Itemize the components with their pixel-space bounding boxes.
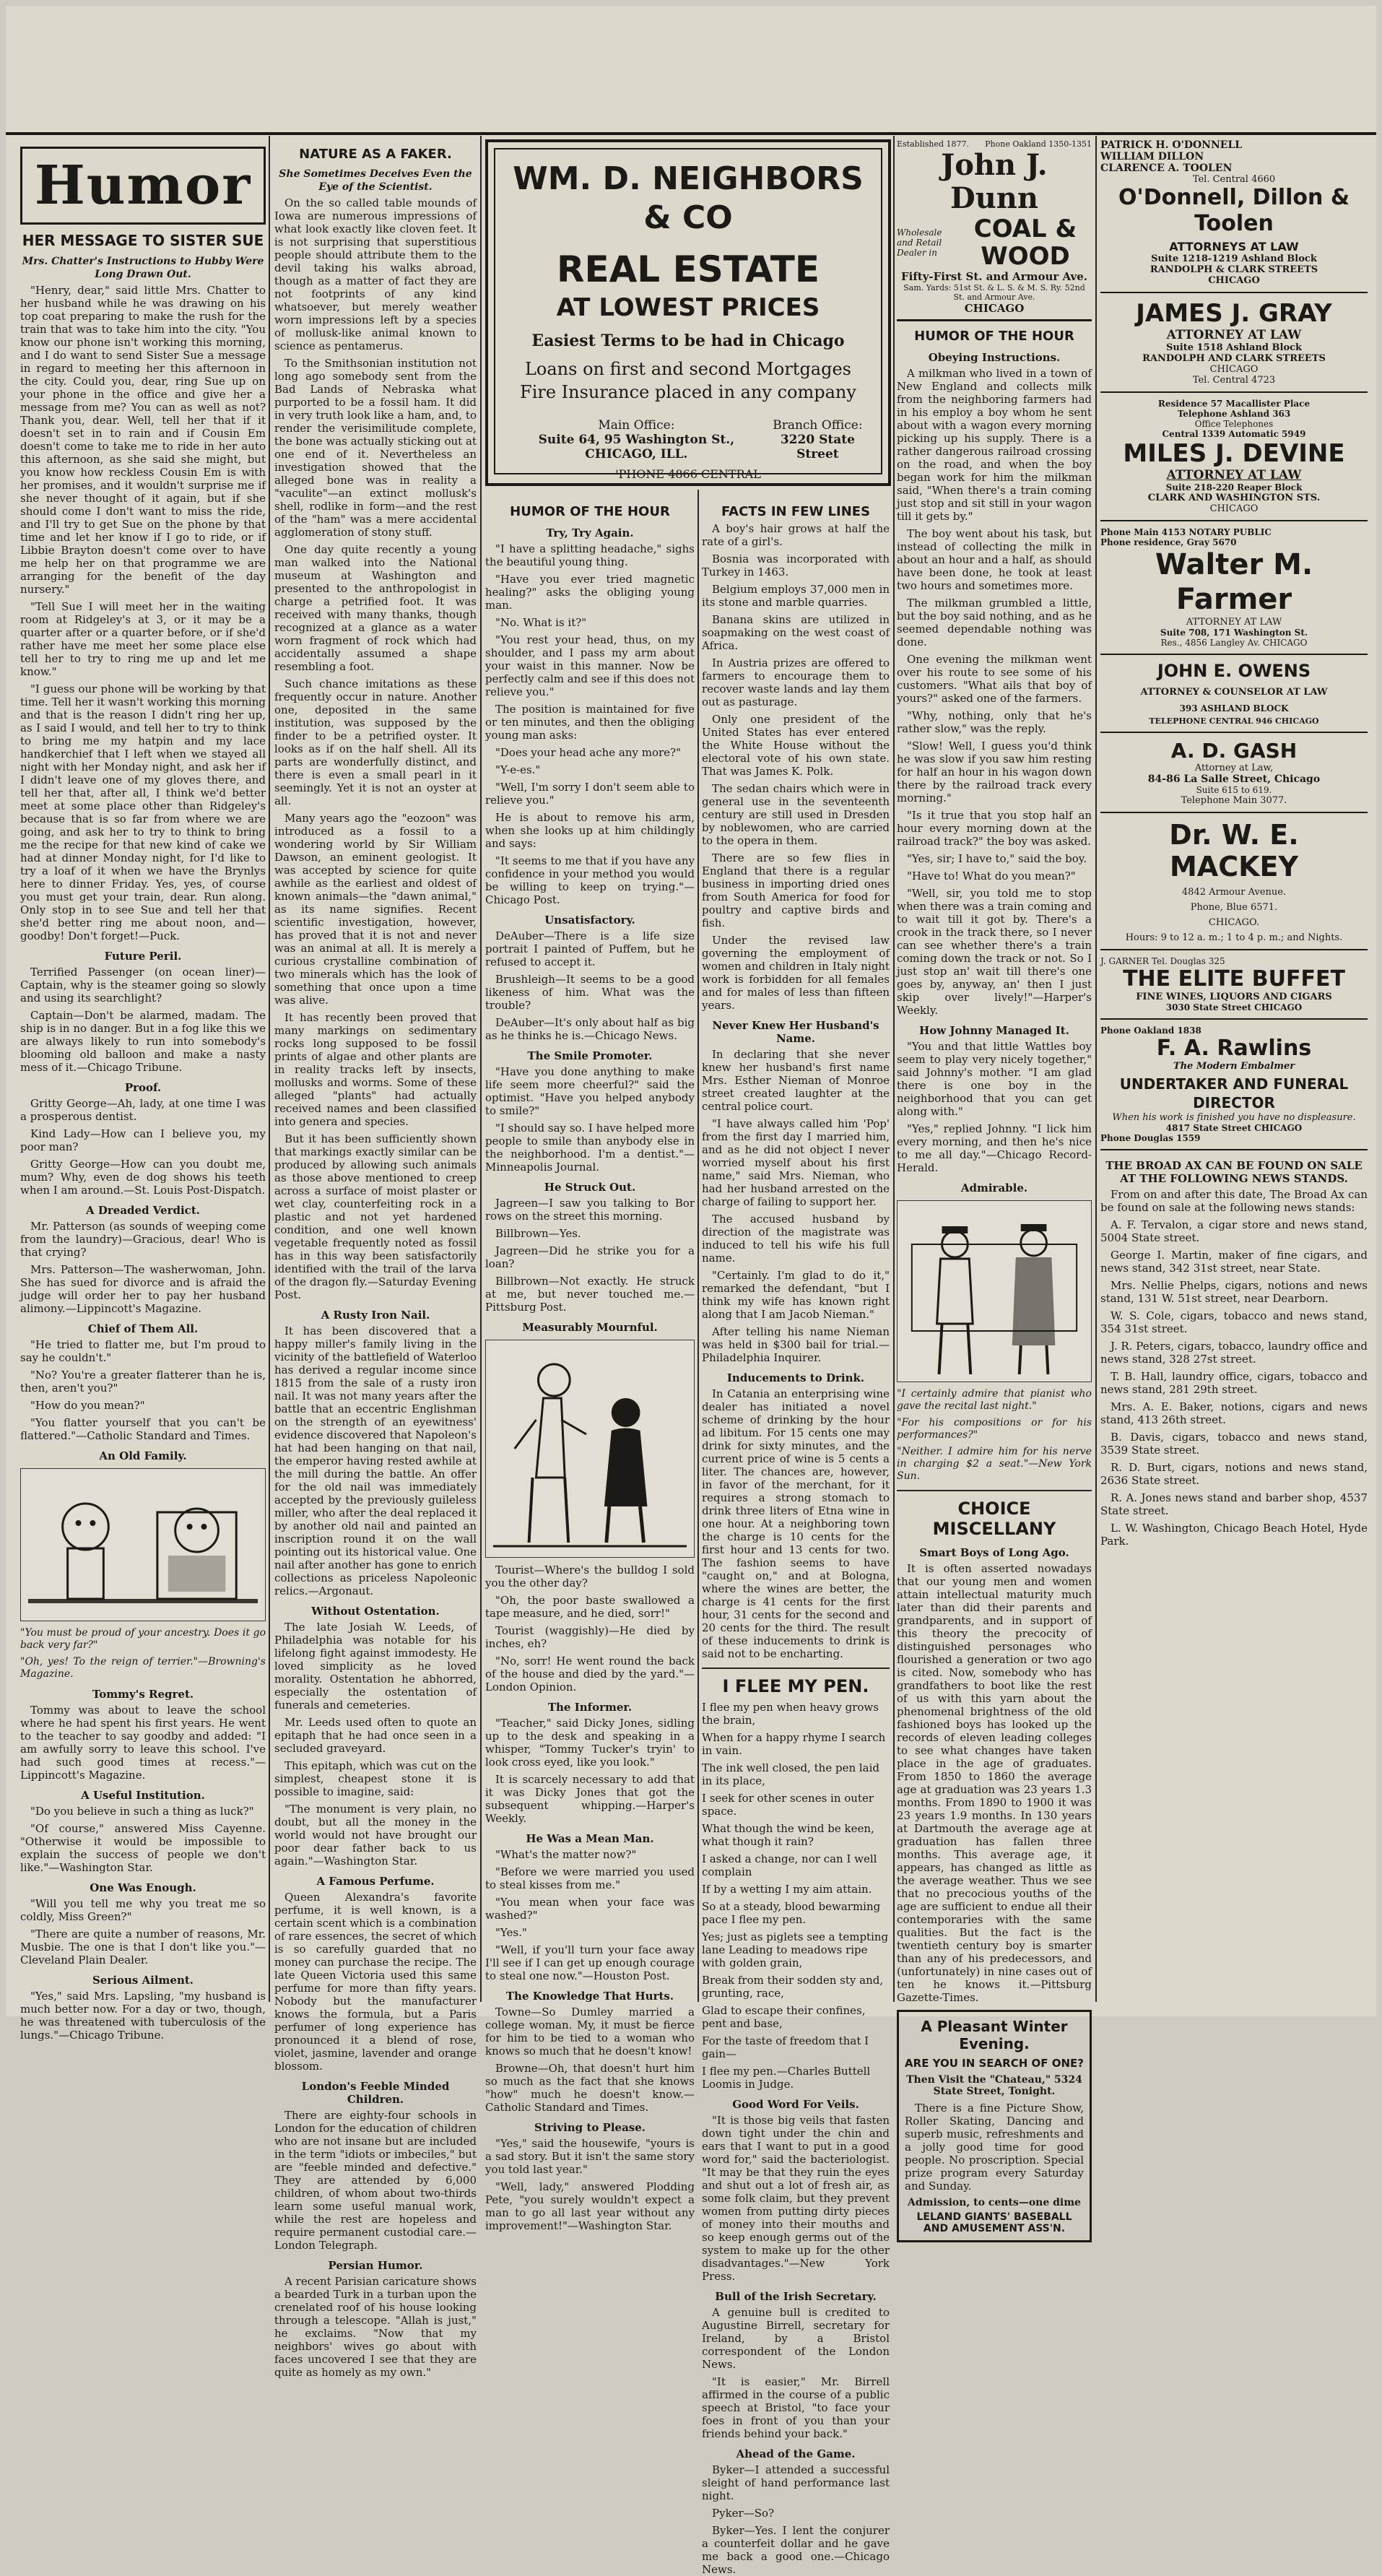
article-paragraph: There are eighty-four schools in London for the education of children who are not insane but are included in the term "idiots or imbeciles," but are "feeble minded and defective." They are attended by 6,000 children, of whom about two-thirds learn some useful manual work, while the rest are hopeless and require permanent custodial care.—London Telegraph. xyxy=(274,2109,477,2252)
article-paragraph: DeAuber—It's only about half as big as he thinks he is.—Chicago News. xyxy=(485,1016,695,1042)
ad-profession: ATTORNEY & COUNSELOR AT LAW xyxy=(1140,687,1328,698)
ad-attorney-name: JAMES J. GRAY xyxy=(1136,299,1332,328)
section-heading: CHOICE MISCELLANY xyxy=(932,1499,1056,1539)
poem-line: What though the wind be keen, what though it rain? xyxy=(702,1822,874,1848)
news-stand-entry: Mrs. Nellie Phelps, cigars, notions and news stand, 131 W. 51st street, near Dearborn. xyxy=(1100,1279,1368,1305)
poem-line: I asked a change, nor can I well complain xyxy=(702,1852,877,1878)
article-paragraph: It has recently been proved that many markings on sedimentary rocks long supposed to be fossil prints of algae and other plants are in reality tracks left by insects, mollusks and worms. Some of these alleged "plants" had actually received names and been classified into genera and species. xyxy=(274,1011,477,1128)
article-heading: Chief of Them All. xyxy=(87,1322,199,1335)
article-paragraph: "Is it true that you stop half an hour every morning down at the railroad track?" the boy was asked. xyxy=(897,809,1092,848)
top-rule xyxy=(6,132,1376,135)
article-heading: Bull of the Irish Secretary. xyxy=(715,2290,877,2303)
article-paragraph: "Well, if you'll turn your face away I'll see if I can get up enough courage to steal one now."—Houston Post. xyxy=(485,1943,695,1982)
article-paragraph: The sedan chairs which were in general use in the seventeenth century are still used in Dresden by noblewomen, who are carried to the opera in them. xyxy=(702,782,890,847)
ad-branch-office-address: 3220 State Street xyxy=(780,433,855,461)
ad-address: RANDOLPH & CLARK STREETS xyxy=(1150,264,1318,275)
ad-proprietor: J. GARNER Tel. Douglas 325 xyxy=(1100,956,1225,966)
ad-city: CHICAGO. xyxy=(1208,917,1260,928)
article-paragraph: "Well, I'm sorry I don't seem able to relieve you." xyxy=(485,781,695,807)
article-heading: A Rusty Iron Nail. xyxy=(321,1309,430,1322)
article-paragraph: "Have you done anything to make life seem more cheerful?" said the optimist. "Have you helped anybody to smile?" xyxy=(485,1065,695,1117)
ad-headline: A Pleasant Winter Evening. xyxy=(921,2018,1068,2052)
article-paragraph: In Catania an enterprising wine dealer has initiated a novel scheme of drinking by the hour ad libitum. For 15 cents one may drink for sixty minutes, and the current price of wine is 5 cents a liter. The chances are, however, in favor of the merchant, for it requires a strong stomach to drink three liters of Etna wine in one hour. At a neighboring town the charge is 10 cents for the first hour and 13 cents for two. The fashion seems to have "caught on," and at Bologna, where the wines are better, the charge is 41 cents for the first hour, 31 cents for the second and 20 cents for the third. The result of these inducements to drink is said not to be encharting. xyxy=(702,1387,890,1660)
article-paragraph: The position is maintained for five or ten minutes, and then the obliging young man asks: xyxy=(485,703,695,742)
article-paragraph: "Yes." xyxy=(495,1926,527,1939)
article-paragraph: "Before we were married you used to steal kisses from me." xyxy=(485,1865,695,1891)
article-heading: Persian Humor. xyxy=(328,2259,423,2272)
ad-coal-wood: COAL & WOOD xyxy=(973,214,1077,271)
article-paragraph: In Austria prizes are offered to farmers to encourage them to recover waste lands and lay them out as pasturage. xyxy=(702,656,890,708)
ad-loans: Loans on first and second Mortgages xyxy=(524,359,851,379)
article-paragraph: Mr. Leeds used often to quote an epitaph that he had once seen in a secluded graveyard. xyxy=(274,1716,477,1755)
article-paragraph: Such chance imitations as these frequently occur in nature. Another one, deposited in the same institution, was supposed by the finder to be a petrified oyster. It looks as if on the half shell. All its parts are wonderfully distinct, and there is even a small pearl in it seemingly. Yet it is not an oyster at all. xyxy=(274,677,477,807)
poem-line: For the taste of freedom that I gain— xyxy=(702,2034,869,2060)
article-paragraph: "There are quite a number of reasons, Mr. Musbie. The one is that I don't like you."—Cleveland Plain Dealer. xyxy=(20,1927,266,1966)
column-humor-of-hour xyxy=(485,497,695,2232)
news-stand-entry: L. W. Washington, Chicago Beach Hotel, Hyde Park. xyxy=(1100,1522,1368,1548)
ad-phone: Phone Oakland 1838 xyxy=(1100,1025,1201,1036)
ad-attorney-name: A. D. GASH xyxy=(1170,739,1298,763)
cartoon-caption: "Oh, yes! To the reign of terrier."—Browning's Magazine. xyxy=(20,1656,266,1680)
ad-address: 4842 Armour Avenue. xyxy=(1181,887,1287,898)
article-heading: Future Peril. xyxy=(104,950,182,963)
ad-address: 3030 State Street CHICAGO xyxy=(1165,1002,1303,1012)
law-firm-advertisement xyxy=(1100,139,1368,293)
section-heading: FACTS IN FEW LINES xyxy=(721,504,871,519)
poem-line: Break from their sodden sty and, grunting, race, xyxy=(702,1974,884,2000)
article-heading: Proof. xyxy=(124,1081,162,1094)
article-paragraph: "Slow! Well, I guess you'd think he was slow if you saw him resting for half an hour in his wagon down there by the railroad track every morning." xyxy=(897,740,1092,805)
column-nature xyxy=(274,139,477,2379)
ad-business-name: F. A. Rawlins xyxy=(1156,1036,1312,1061)
ad-residence: Residence 57 Macallister Place xyxy=(1157,399,1311,409)
article-paragraph: The milkman grumbled a little, but the boy said nothing, and as he seemed dependable nothing was done. xyxy=(897,597,1092,649)
article-paragraph: It has been discovered that a happy miller's family living in the vicinity of the battlefield of Waterloo has derived a regular income since 1815 from the sale of a rusty iron nail. It was not many years after the battle that an eccentric Englishman on the strength of an eyewitness' evidence discovered that Napoleon's hat had been hanging on that nail, the emperor having rested awhile at the mill during the battle. An offer for the old nail was immediately accepted by the previously guileless miller, who after the deal replaced it by another old nail and painted an inscription round it on the wall pointing out its historical value. One nail after another has gone to enrich collections as priceless Napoleonic relics.—Argonaut. xyxy=(274,1324,477,1597)
article-subheading: She Sometimes Deceives Even the Eye of the Scientist. xyxy=(279,168,472,193)
ad-address: Suite 218-220 Reaper Block xyxy=(1165,482,1303,493)
ad-phone: Tel. Central 4723 xyxy=(1192,375,1276,386)
article-paragraph: It is often asserted nowadays that our young men and women attain intellectual maturity much later than did their parents and grandparents, and in support of this theory the precocity of distinguished personages who flourished a generation or two ago is cited. Now, somebody who has grandfathers to boot like the rest of us with this yarn about the phenomenal brightness of the old fashioned boys has looked up the records of eleven leading colleges to see what changes have taken place in the age of graduates. From 1850 to 1860 the average age at graduation was 23 years 1.3 months. From 1890 to 1900 it was 23 years 1.9 months. In 130 years at Dartmouth the average age at graduation has fallen three months. This average age, it appears, has changed as little as the average weather. Thus we see that no precocious youths of the age are sufficient to endue all their contemporaries with the same qualities. But the fact is the twentieth century boy is smarter than any of his predecessors, and (unfortunately) in nine cases out of ten he knows it.—Pittsburg Gazette-Times. xyxy=(897,1562,1092,2004)
article-paragraph: On the so called table mounds of Iowa are numerous impressions of what look exactly like cloven feet. It is not surprising that superstitious people should attribute them to the devil taking his walks abroad, though as a matter of fact they are not footprints of any kind whatsoever, but merely weather worn impressions left by a species of mollusk-like animal known to science as pentamerus. xyxy=(274,196,477,352)
ad-profession: ATTORNEYS AT LAW xyxy=(1169,240,1299,253)
article-paragraph: One day quite recently a young man walked into the National museum at Washington and presented to the anthropologist in charge a petrified foot. It was received with many thanks, though recognized at a glance as a water worn fragment of rock which had accidentally assumed a shape resembling a foot. xyxy=(274,543,477,673)
article-paragraph: "No, sorr! He went round the back of the house and died by the yard."—London Opinion. xyxy=(485,1655,695,1694)
article-heading: Unsatisfactory. xyxy=(544,914,635,927)
article-paragraph: But it has been sufficiently shown that markings exactly similar can be produced by allowing such animals as those above mentioned to creep across a surface of moist plaster or wet clay, counterfeiting rock in a plastic and not yet hardened condition, and one well known vegetable frequently noted as fossil has in this way been satisfactorily identified with the trail of the larva of the dragon fly.—Saturday Evening Post. xyxy=(274,1132,477,1301)
cartoon-caption: "I certainly admire that pianist who gave the recital last night." xyxy=(897,1388,1092,1412)
article-heading: HER MESSAGE TO SISTER SUE xyxy=(22,232,264,249)
ad-phone: Tel. Central 4660 xyxy=(1192,174,1276,185)
column-rule xyxy=(1095,136,1097,2002)
article-paragraph: The late Josiah W. Leeds, of Philadelphia was notable for his lifelong fight against immodesty. He loved simplicity as he loved morality. Ostentation he abhorred, especially the ostentation of funerals and cemeteries. xyxy=(274,1621,477,1712)
article-heading: Serious Ailment. xyxy=(92,1974,194,1987)
cartoon-caption: "Neither. I admire him for his nerve in charging $2 a seat."—New York Sun. xyxy=(897,1446,1092,1482)
ad-insurance: Fire Insurance placed in any company xyxy=(520,382,856,402)
ad-address: 4817 State Street CHICAGO xyxy=(1165,1123,1303,1133)
article-paragraph: "Have to! What do you mean?" xyxy=(907,869,1076,882)
article-heading: A Useful Institution. xyxy=(81,1789,205,1802)
news-stand-entry: R. D. Burt, cigars, notions and news stand, 2636 State street. xyxy=(1100,1461,1368,1487)
article-heading: One Was Enough. xyxy=(90,1881,196,1894)
article-paragraph: This epitaph, which was cut on the simplest, cheapest stone it is possible to imagine, said: xyxy=(274,1759,477,1798)
news-stand-entry: A. F. Tervalon, a cigar store and news stand, 5004 State street. xyxy=(1100,1218,1368,1244)
article-heading: Good Word For Veils. xyxy=(732,2098,859,2111)
article-paragraph: "No. What is it?" xyxy=(495,616,587,629)
ad-company-name: WM. D. NEIGHBORS & CO xyxy=(513,160,864,236)
article-heading: A Famous Perfume. xyxy=(316,1875,435,1888)
divider xyxy=(897,1490,1092,1491)
cartoon-dogs-illustration xyxy=(20,1468,266,1621)
ad-city: CHICAGO xyxy=(964,302,1025,315)
ad-address: Suite 708, 171 Washington St. xyxy=(1160,628,1308,638)
article-heading: Striving to Please. xyxy=(534,2121,646,2134)
coal-dealer-advertisement xyxy=(897,139,1092,321)
ad-phone: TELEPHONE CENTRAL 946 CHICAGO xyxy=(1149,716,1319,726)
article-paragraph: A milkman who lived in a town of New England and collects milk from the neighboring farmers had in his employ a boy whom he sent about with a wagon every morning picking up his supply. There is a rather dangerous railroad crossing on the road, and when the boy began work for him the milkman said, "When there's a train coming just stop and sit still in your wagon till it gets by." xyxy=(897,367,1092,523)
article-heading: Admirable. xyxy=(960,1181,1028,1194)
article-paragraph: "Yes, sir; I have to," said the boy. xyxy=(907,852,1087,865)
ad-headline: REAL ESTATE xyxy=(556,248,820,290)
article-paragraph: The boy went about his task, but instead of collecting the milk in about an hour and a half, as should have been done, he took at least two hours and sometimes more. xyxy=(897,527,1092,592)
section-heading: HUMOR OF THE HOUR xyxy=(510,504,670,519)
article-paragraph: "Yes," said the housewife, "yours is a sad story. But it isn't the same story you told last year." xyxy=(485,2137,695,2176)
article-paragraph: "Certainly. I'm glad to do it," remarked the defendant, "but I think my wife has known right along that I am Jacob Nieman." xyxy=(702,1269,890,1321)
ad-address: CLARK AND WASHINGTON STS. xyxy=(1147,493,1321,503)
article-paragraph: Banana skins are utilized in soapmaking on the west coast of Africa. xyxy=(702,613,890,652)
article-heading: NATURE AS A FAKER. xyxy=(299,147,452,162)
article-paragraph: "Yes," said Mrs. Lapsling, "my husband is much better now. For a day or two, though, he was threatened with tuberculosis of the lungs."—Chicago Tribune. xyxy=(20,1990,266,2042)
ad-goods: FINE WINES, LIQUORS AND CIGARS xyxy=(1136,992,1332,1002)
article-heading: How Johnny Managed It. xyxy=(919,1024,1069,1037)
gray-advertisement xyxy=(1100,293,1368,393)
article-paragraph: Captain—Don't be alarmed, madam. The ship is in no danger. But in a fog like this we are always likely to run into somebody's blooming old balloon and make a nasty mess of it.—Chicago Tribune. xyxy=(20,1009,266,1074)
column-facts xyxy=(702,497,890,2576)
article-heading: Never Knew Her Husband's Name. xyxy=(712,1019,879,1045)
article-paragraph: "Henry, dear," said little Mrs. Chatter to her husband while he was drawing on his top coat preparing to make the rush for the train that was to take him into the city. "You know our phone isn't working this morning, and I do want to send Sister Sue a message in regard to meeting her this afternoon in the city. Could you, dear, ring Sue up on your phone in the office and give her a message from me? You can as well as not? Thank you, dear. Well, tell her that if it doesn't set in to rain and if Cousin Em doesn't come to take me to ride in her auto this afternoon, as she said she might, but you know how reckless Cousin Em is with her promises, and it wouldn't surprise me if she never thought of it again, but if she should come I don't want to miss the ride, and I'll try to get Sue on the phone by that time and let her know if I go to ride, or if Libbie Brayton doesn't come over to have me help her on that programme we are arranging for the benefit of the day nursery." xyxy=(20,284,266,596)
article-heading: Obeying Instructions. xyxy=(928,351,1061,364)
article-paragraph: From on and after this date, The Broad Ax can be found on sale at the following news stands: xyxy=(1100,1188,1368,1214)
ad-main-office-address: Suite 64, 95 Washington St., CHICAGO, ILL. xyxy=(538,433,735,461)
article-heading: He Was a Mean Man. xyxy=(526,1832,654,1845)
poem-line: I flee my pen when heavy grows the brain, xyxy=(702,1701,879,1727)
article-paragraph: Byker—Yes. I lent the conjurer a counterfeit dollar and he gave me back a good one.—Chicago News. xyxy=(702,2524,890,2576)
article-paragraph: "Do you believe in such a thing as luck?" xyxy=(30,1805,254,1818)
article-paragraph: Brushleigh—It seems to be a good likeness of him. What was the trouble? xyxy=(485,973,695,1012)
humor-heading: Humor xyxy=(20,147,266,225)
ad-established: Established 1877. xyxy=(897,139,969,149)
ad-dealer-name: John J. Dunn xyxy=(941,148,1048,215)
elite-buffet-advertisement xyxy=(1100,950,1368,1020)
article-paragraph: "Well, sir, you told me to stop when there was a train coming and to wait till it got by. There's a crook in the track there, so I never can see whether there's a train coming down the track or not. So I just stop an' wait till there's one goes by, anyway, an' then I just skip over lively!"—Harper's Weekly. xyxy=(897,887,1092,1017)
article-paragraph: A genuine bull is credited to Augustine Birrell, secretary for Ireland, by a Bristol correspondent of the London News. xyxy=(702,2306,890,2371)
article-paragraph: "How do you mean?" xyxy=(30,1399,145,1412)
article-paragraph: Kind Lady—How can I believe you, my poor man? xyxy=(20,1127,266,1153)
article-paragraph: Mrs. Patterson—The washerwoman, John. She has sued for divorce and is afraid the judge will order her to pay her husband alimony.—Lippincott's Magazine. xyxy=(20,1263,266,1315)
article-paragraph: To the Smithsonian institution not long ago somebody sent from the Bad Lands of Nebraska what purported to be a fossil ham. It did in very truth look like a ham, and, to render the verisimilitude complete, the bone was actually sticking out at one end of it. Nevertheless an investigation showed that the alleged bone was in reality a "vaculite"—an extinct mollusk's shell, rodlike in form—and the rest of the "ham" was a mere accidental agglomeration of stony stuff. xyxy=(274,357,477,539)
article-paragraph: "Will you tell me why you treat me so coldly, Miss Green?" xyxy=(20,1897,266,1923)
article-paragraph: "Does your head ache any more?" xyxy=(495,746,681,759)
cartoon-gentlemen-illustration xyxy=(897,1200,1092,1382)
article-paragraph: Only one president of the United States has ever entered the White House without the electoral vote of his own state. That was James K. Polk. xyxy=(702,713,890,778)
poem-line: I flee my pen.—Charles Buttell Loomis in Judge. xyxy=(702,2065,871,2091)
column-rule xyxy=(697,490,699,2002)
article-paragraph: Pyker—So? xyxy=(712,2507,775,2520)
farmer-advertisement xyxy=(1100,521,1368,655)
article-paragraph: "Oh, the poor baste swallowed a tape measure, and he died, sorr!" xyxy=(485,1594,695,1620)
ad-tagline: The Modern Embalmer xyxy=(1173,1061,1295,1072)
article-heading: Measurably Mournful. xyxy=(522,1321,658,1334)
article-paragraph: "No? You're a greater flatterer than he is, then, aren't you?" xyxy=(20,1369,266,1395)
article-paragraph: He is about to remove his arm, when she looks up at him childingly and says: xyxy=(485,811,695,850)
article-paragraph: "Y-e-es." xyxy=(495,763,541,776)
article-paragraph: Billbrown—Yes. xyxy=(495,1227,581,1240)
ad-address: Suite 1218-1219 Ashland Block xyxy=(1151,253,1317,264)
article-paragraph: "Yes," replied Johnny. "I lick him every morning, and then he's nice to me all day."—Chicago Record-Herald. xyxy=(897,1122,1092,1174)
article-paragraph: Belgium employs 37,000 men in its stone and marble quarries. xyxy=(702,583,890,609)
article-heading: A Dreaded Verdict. xyxy=(86,1204,200,1217)
article-paragraph: Mr. Patterson (as sounds of weeping come from the laundry)—Gracious, dear! Who is that crying? xyxy=(20,1220,266,1259)
ad-doctor-name: Dr. W. E. MACKEY xyxy=(1169,819,1299,882)
article-subheading: Mrs. Chatter's Instructions to Hubby Were Long Drawn Out. xyxy=(22,256,264,280)
article-paragraph: Terrified Passenger (on ocean liner)—Captain, why is the steamer going so slowly and using its searchlight? xyxy=(20,966,266,1005)
article-paragraph: "I should say so. I have helped more people to smile than anybody else in the neighborhood. I'm a dentist."—Minneapolis Journal. xyxy=(485,1122,695,1174)
article-paragraph: Browne—Oh, that doesn't hurt him so much as the fact that she knows "how" much he doesn't know.—Catholic Standard and Times. xyxy=(485,2062,695,2114)
rawlins-advertisement xyxy=(1100,1020,1368,1150)
ad-office-phones: Office Telephones xyxy=(1194,419,1274,429)
article-paragraph: In declaring that she never knew her husband's first name Mrs. Esther Nieman of Monroe street created laughter at the central police court. xyxy=(702,1048,890,1113)
article-paragraph: Byker—I attended a successful sleight of hand performance last night. xyxy=(702,2463,890,2502)
article-paragraph: "You mean when your face was washed?" xyxy=(485,1896,695,1922)
ad-yards: Sam. Yards: 51st St. & L. S. & M. S. Ry. 52nd St. and Armour Ave. xyxy=(903,283,1085,302)
article-paragraph: Queen Alexandra's favorite perfume, it is well known, is a certain scent which is a combination of rare essences, the secret of which is so carefully guarded that no money can purchase the recipe. The late Queen Victoria used this same perfume for more than fifty years. Nobody but the manufacturer knows the formula, but a Paris perfumer of long experience has pronounced it a blend of rose, violet, jasmine, lavender and orange blossom. xyxy=(274,1891,477,2073)
ad-phone: Telephone Ashland 363 xyxy=(1177,409,1291,419)
cartoon-caption: "You must be proud of your ancestry. Does it go back very far?" xyxy=(20,1627,266,1651)
column-rule xyxy=(269,136,270,2002)
news-stand-entry: George I. Martin, maker of fine cigars, and news stand, 342 31st street, near State. xyxy=(1100,1249,1368,1275)
article-paragraph: Tourist—Where's the bulldog I sold you the other day? xyxy=(485,1564,695,1590)
section-heading: HUMOR OF THE HOUR xyxy=(914,329,1074,344)
article-paragraph: "It seems to me that if you have any confidence in your method you would be willing to keep on trying."—Chicago Post. xyxy=(485,854,695,906)
ad-association: LELAND GIANTS' BASEBALL AND AMUSEMENT ASS'N. xyxy=(916,2211,1072,2234)
ad-city: CHICAGO xyxy=(1209,503,1259,514)
article-paragraph: "It is those big veils that fasten down tight under the chin and ears that I want to put in a good word for," said the bacteriologist. "It may be that they ruin the eyes and shut out a lot of fresh air, as some folk claim, but they prevent women from putting dirty pieces of money into their mouths and so keep enough germs out of the system to make up for the other disadvantages."—New York Press. xyxy=(702,2114,890,2283)
article-heading: Smart Boys of Long Ago. xyxy=(919,1546,1069,1559)
column-rule xyxy=(480,136,482,2002)
article-paragraph: "You flatter yourself that you can't be flattered."—Catholic Standard and Times. xyxy=(20,1416,266,1442)
ad-slogan: When his work is finished you have no displeasure. xyxy=(1112,1112,1356,1123)
article-heading: Tommy's Regret. xyxy=(92,1688,194,1701)
article-paragraph: "The monument is very plain, no doubt, but all the money in the world would not have brought our poor dear father back to us again."—Washington Star. xyxy=(274,1803,477,1868)
ad-admission: Admission, to cents—one dime xyxy=(908,2197,1081,2208)
article-heading: Without Ostentation. xyxy=(311,1605,440,1618)
ad-service: UNDERTAKER AND FUNERAL DIRECTOR xyxy=(1119,1075,1349,1111)
article-paragraph: Gritty George—Ah, lady, at one time I was a prosperous dentist. xyxy=(20,1097,266,1123)
article-paragraph: "I have a splitting headache," sighs the beautiful young thing. xyxy=(485,542,695,568)
article-paragraph: "I have always called him 'Pop' from the first day I married him, and as he did not object I never worried myself about his first name," said Mrs. Nieman, who had her husband arrested on the charge of failing to support her. xyxy=(702,1117,890,1208)
article-heading: The Informer. xyxy=(547,1701,633,1714)
ad-address: Suite 1518 Ashland Block xyxy=(1165,342,1303,353)
article-paragraph: Jagreen—Did he strike you for a loan? xyxy=(485,1244,695,1270)
ad-business-name: THE ELITE BUFFET xyxy=(1123,966,1345,992)
ad-phone: Phone Oakland 1350-1351 xyxy=(985,139,1092,149)
article-paragraph: "Tell Sue I will meet her in the waiting room at Ridgeley's at 3, or it may be a quarter after or a quarter before, or if she'd rather have me meet her some place else tell her to try to ring me up and let me know." xyxy=(20,600,266,678)
ad-phone: Phone Douglas 1559 xyxy=(1100,1133,1201,1143)
article-paragraph: Under the revised law governing the employment of women and children in Italy night work is forbidden for all females and for males of less than fifteen years. xyxy=(702,934,890,1012)
article-heading: London's Feeble Minded Children. xyxy=(301,2080,450,2106)
article-heading: Ahead of the Game. xyxy=(736,2447,856,2460)
article-paragraph: Towne—So Dumley married a college woman. My, it must be fierce for him to be tied to a woman who knows so much that he doesn't know! xyxy=(485,2005,695,2057)
ad-branch-office-label: Branch Office: xyxy=(773,418,863,433)
article-paragraph: Many years ago the "eozoon" was introduced as a fossil to a wondering world by Sir William Dawson, an eminent geologist. It was accepted by science for quite awhile as the earliest and oldest of known animals—the "dawn animal," as its name signifies. Recent scientific investigation, however, has proved that it is not and never was an animal at all. It is merely a curious crystalline combination of two minerals which has the look of something that once upon a time was alive. xyxy=(274,812,477,1007)
article-paragraph: The accused husband by direction of the magistrate was induced to tell his wife his full name. xyxy=(702,1213,890,1265)
ad-subheadline: AT LOWEST PRICES xyxy=(556,293,820,322)
ad-profession: ATTORNEY AT LAW xyxy=(1186,617,1282,628)
ad-profession: Attorney at Law, xyxy=(1194,763,1274,773)
news-stand-entry: T. B. Hall, laundry office, cigars, tobacco and news stand, 281 29th street. xyxy=(1100,1370,1368,1396)
article-heading: Try, Try Again. xyxy=(546,526,634,539)
article-heading: Inducements to Drink. xyxy=(726,1371,865,1384)
news-stand-entry: R. A. Jones news stand and barber shop, 4537 State street. xyxy=(1100,1491,1368,1517)
ad-attorney-name: JOHN E. OWENS xyxy=(1157,661,1311,681)
ad-terms: Easiest Terms to be had in Chicago xyxy=(531,331,845,350)
article-paragraph: It is scarcely necessary to add that it was Dicky Jones that got the subsequent whipping.—Harper's Weekly. xyxy=(485,1773,695,1825)
article-paragraph: Tourist (waggishly)—He died by inches, eh? xyxy=(485,1624,695,1650)
ad-wholesale: Wholesale and Retail Dealer in xyxy=(897,227,942,258)
gash-advertisement xyxy=(1100,733,1368,813)
ad-phone: Phone, Blue 6571. xyxy=(1190,902,1278,913)
ad-phone: Phone Main 4153 NOTARY PUBLIC xyxy=(1100,527,1272,537)
article-paragraph: "It is easier," Mr. Birrell affirmed in the course of a public speech at Bristol, "to face your foes in front of you than your friends behind your back." xyxy=(702,2375,890,2440)
article-paragraph: "You and that little Wattles boy seem to play very nicely together," said Johnny's mother. "I am glad there is one boy in the neighborhood that you can get along with." xyxy=(897,1040,1092,1118)
article-paragraph: There are so few flies in England that there is a regular business in importing dried ones from South America for food for poultry and captive birds and fish. xyxy=(702,851,890,929)
ad-profession: ATTORNEY AT LAW xyxy=(1166,328,1302,342)
news-stand-entry: Mrs. A. E. Baker, notions, cigars and news stand, 413 26th street. xyxy=(1100,1400,1368,1426)
article-heading: The Smile Promoter. xyxy=(527,1049,653,1062)
ad-address: Fifty-First St. and Armour Ave. xyxy=(900,270,1088,283)
ad-attorney-name: Walter M. Farmer xyxy=(1155,548,1313,616)
article-paragraph: "Teacher," said Dicky Jones, sidling up to the desk and speaking in a whisper, "Tommy Tucker's tryin' to look cross eyed, like you look." xyxy=(485,1717,695,1769)
ad-partner: CLARENCE A. TOOLEN xyxy=(1100,162,1233,174)
owens-advertisement xyxy=(1100,655,1368,733)
article-paragraph: After telling his name Nieman was held in $300 bail for trial.—Philadelphia Inquirer. xyxy=(702,1325,890,1364)
ad-suite: Suite 615 to 619. xyxy=(1196,785,1272,795)
poem-line: Yes; just as piglets see a tempting lane Leading to meadows ripe with golden grain, xyxy=(702,1930,889,1969)
poem-line: If by a wetting I my aim attain. xyxy=(702,1883,872,1896)
article-paragraph: Gritty George—How can you doubt me, mum? Why, even de dog shows his teeth when I am around.—St. Louis Post-Dispatch. xyxy=(20,1158,266,1197)
cartoon-caption: "For his compositions or for his performances?" xyxy=(897,1417,1092,1441)
ad-main-office-label: Main Office: xyxy=(598,418,675,433)
article-heading: He Struck Out. xyxy=(544,1181,636,1194)
ad-question: ARE YOU IN SEARCH OF ONE? xyxy=(905,2057,1084,2070)
ad-address: 393 ASHLAND BLOCK xyxy=(1179,703,1289,714)
article-paragraph: "Why, nothing, only that he's rather slow," was the reply. xyxy=(897,709,1092,735)
ad-city: CHICAGO xyxy=(1208,275,1260,286)
article-paragraph: A boy's hair grows at half the rate of a girl's. xyxy=(702,522,890,548)
poem-title: I FLEE MY PEN. xyxy=(722,1676,869,1696)
column-humor xyxy=(20,139,266,2042)
ad-phone: 'PHONE 4866 CENTRAL xyxy=(615,467,761,481)
devine-advertisement xyxy=(1100,393,1368,521)
article-paragraph: Bosnia was incorporated with Turkey in 1463. xyxy=(702,552,890,578)
real-estate-advertisement xyxy=(485,139,891,486)
article-paragraph: "Of course," answered Miss Cayenne. "Otherwise it would be impossible to explain the success of people we don't like."—Washington Star. xyxy=(20,1822,266,1874)
poem-line: Glad to escape their confines, pent and base, xyxy=(702,2004,866,2030)
article-paragraph: "He tried to flatter me, but I'm proud to say he couldn't." xyxy=(20,1338,266,1364)
ad-firm-name: O'Donnell, Dillon & Toolen xyxy=(1118,185,1350,236)
ad-phone: Central 1339 Automatic 5949 xyxy=(1162,429,1306,439)
article-paragraph: Jagreen—I saw you talking to Bor rows on the street this morning. xyxy=(485,1197,695,1223)
cartoon-tourist-illustration xyxy=(485,1340,695,1558)
ad-phone: Telephone Main 3077. xyxy=(1181,795,1287,806)
article-heading: An Old Family. xyxy=(99,1449,187,1462)
chateau-advertisement xyxy=(897,2010,1092,2242)
ad-address: RANDOLPH AND CLARK STREETS xyxy=(1142,353,1326,364)
ad-city: CHICAGO xyxy=(1209,364,1259,375)
divider xyxy=(702,1668,890,1669)
ad-attorney-name: MILES J. DEVINE xyxy=(1123,439,1345,468)
article-paragraph: One evening the milkman went over his route to see some of his customers. "What ails that boy of yours?" asked one of the farmers. xyxy=(897,653,1092,705)
ad-venue: Then Visit the "Chateau," 5324 State Street, Tonight. xyxy=(906,2074,1082,2097)
mackey-advertisement xyxy=(1100,813,1368,950)
article-paragraph: "Have you ever tried magnetic healing?" asks the obliging young man. xyxy=(485,573,695,612)
article-heading: The Knowledge That Hurts. xyxy=(505,1990,674,2003)
poem-line: So at a steady, blood bewarming pace I flee my pen. xyxy=(702,1900,881,1926)
article-paragraph: "Well, lady," answered Plodding Pete, "you surely wouldn't expect a man to go all last year without any improvement!"—Washington Star. xyxy=(485,2180,695,2232)
column-coal-and-humor xyxy=(897,139,1092,2234)
poem-line: The ink well closed, the pen laid in its place, xyxy=(702,1761,880,1787)
article-paragraph: A recent Parisian caricature shows a bearded Turk in a turban upon the crenelated roof of his house looking through a telescope. "Allah is just," he exclaims. "Now that my neighbors' wives go about with faces uncovered I see that they are quite as homely as my own." xyxy=(274,2275,477,2379)
ad-description: There is a fine Picture Show, Roller Skating, Dancing and superb music, refreshments and a jolly good time for good people. No proscription. Special prize program every Saturday and Sunday. xyxy=(905,2102,1084,2193)
news-stand-entry: B. Davis, cigars, tobacco and news stand, 3539 State street. xyxy=(1100,1431,1368,1457)
ad-address: 84-86 La Salle Street, Chicago xyxy=(1147,773,1321,785)
news-stands-heading: THE BROAD AX CAN BE FOUND ON SALE AT THE FOLLOWING NEWS STANDS. xyxy=(1105,1159,1363,1185)
article-paragraph: DeAuber—There is a life size portrait I painted of Puffem, but he refused to accept it. xyxy=(485,929,695,968)
poem-line: I seek for other scenes in outer space. xyxy=(702,1792,874,1818)
article-paragraph: Billbrown—Not exactly. He struck at me, but never touched me.—Pittsburg Post. xyxy=(485,1275,695,1314)
news-stand-entry: J. R. Peters, cigars, tobacco, laundry office and news stand, 328 27st street. xyxy=(1100,1340,1368,1366)
ad-partner: PATRICK H. O'DONNELL xyxy=(1100,139,1243,151)
ad-profession: ATTORNEY AT LAW xyxy=(1166,468,1302,482)
article-paragraph: "You rest your head, thus, on my shoulder, and I pass my arm about your waist in this manner. Now be perfectly calm and see if this does not relieve you." xyxy=(485,633,695,698)
column-directory xyxy=(1100,139,1368,2002)
article-paragraph: Tommy was about to leave the school where he had spent his first years. He went to the teacher to say goodby and added: "I am awfully sorry to leave this school. I've had such good times at recess."—Lippincott's Magazine. xyxy=(20,1704,266,1782)
article-paragraph: "I guess our phone will be working by that time. Tell her it wasn't working this morning and that is the reason I didn't ring her up, as I said I would, and tell her to try to think to bring me my hatpin and my lace handkerchief that I left when we stayed all night with her Monday night, and ask her if I didn't leave one of my gloves there, and tell her that, after all, I think we'd better meet at some place other than Ridgeley's because that is so far from where we are going, and ask her to try to think to bring me the recipe for that new kind of cake we had at dinner Monday night, for I'd like to try a loaf of it when we have the Brynlys here to dinner Friday. Yes, yes, of course you must get your train, dear. Run along. Only stop in to see Sue and tell her that she'd better ring me about noon, and—goodby! Don't forget!—Puck. xyxy=(20,682,266,942)
ad-residence: Res., 4856 Langley Av. CHICAGO xyxy=(1160,638,1308,648)
ad-partner: WILLIAM DILLON xyxy=(1100,151,1204,162)
newspaper-page xyxy=(6,6,1376,2576)
poem-line: When for a happy rhyme I search in vain. xyxy=(702,1731,886,1757)
article-paragraph: "What's the matter now?" xyxy=(495,1848,637,1861)
column-rule xyxy=(893,136,895,2002)
ad-hours: Hours: 9 to 12 a. m.; 1 to 4 p. m.; and Nights. xyxy=(1125,932,1343,943)
ad-phone: Phone residence, Gray 5670 xyxy=(1100,537,1237,547)
news-stand-entry: W. S. Cole, cigars, tobacco and news stand, 354 31st street. xyxy=(1100,1309,1368,1335)
